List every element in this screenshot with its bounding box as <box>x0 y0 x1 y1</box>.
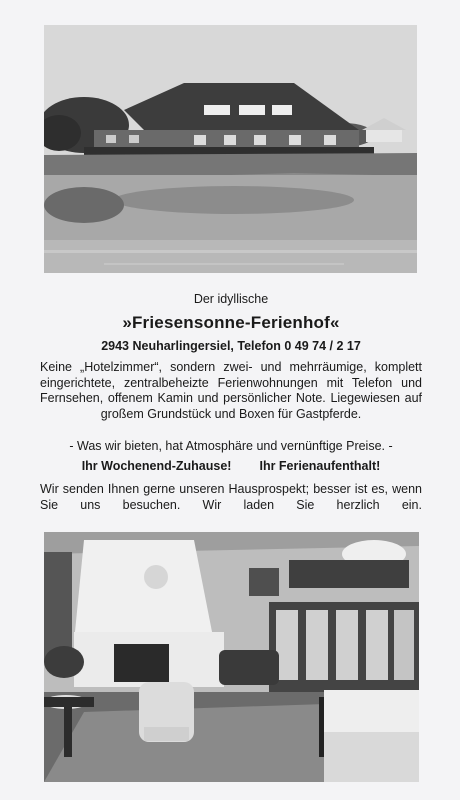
slogan-row <box>40 459 422 473</box>
intro-text: Der idyllische <box>193 292 269 306</box>
address-phone: 2943 Neuharlingersiel, Telefon 0 49 74 / 2 17 <box>101 339 361 353</box>
farmhouse-pond-photo <box>44 25 417 273</box>
farmhouse-pond-illustration <box>44 25 417 273</box>
closing-paragraph: Wir senden Ihnen gerne unseren Hausprospekt; besser ist es, wenn Sie uns besuchen. Wir laden Sie herzlich ein. <box>40 482 422 512</box>
hotel-title: »Friesensonne-Ferienhof« <box>122 313 340 332</box>
living-room-illustration <box>44 532 419 782</box>
slogan-holiday: Ihr Ferienaufenthalt! <box>259 459 381 473</box>
offer-line: - Was wir bieten, hat Atmosphäre und vernünftige Preise. - <box>69 439 393 453</box>
slogan-weekend: Ihr Wochenend-Zuhause! <box>81 459 232 473</box>
living-room-photo <box>44 532 419 782</box>
description-paragraph: Keine „Hotelzimmer“, sondern zwei- und mehrräumige, komplett eingerichtete, zentralbeheizte Ferienwohnungen mit Telefon und Fernsehen, offenem Kamin und persönlicher Note. Liegewiesen auf großem Grundstück und Boxen für Gastpferde. <box>40 360 422 421</box>
